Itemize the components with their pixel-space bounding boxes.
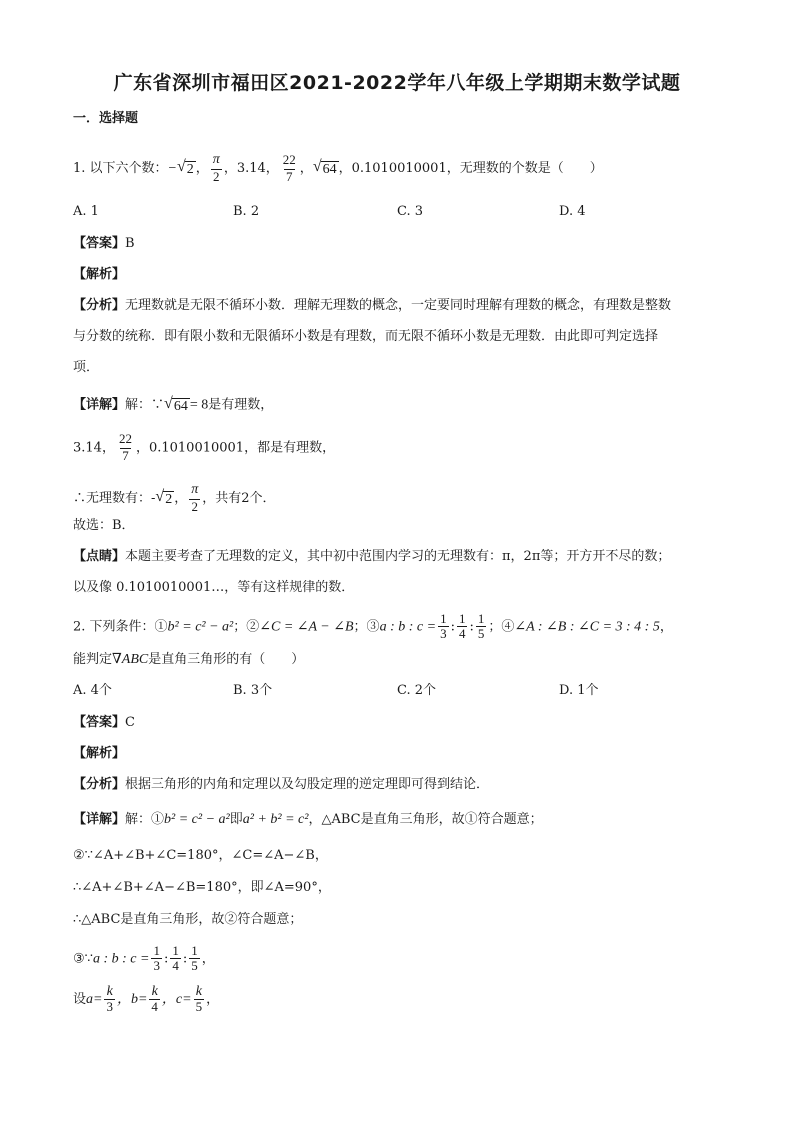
frac-pi-2: $\frac{\pi}{2}$ [212,152,220,185]
frac-k-3: $\frac{k}{3}$ [106,984,113,1015]
sqrt-64: √ 64 [312,158,337,178]
q2-detail-3: ∴∠A+∠B+∠A−∠B=180°，即∠A=90°， [73,880,331,895]
frac-1-5-b: $\frac{1}{5}$ [191,943,198,974]
sqrt-2-detail: √ 2 [155,488,173,508]
q1-option-a: A. 1 [73,204,99,219]
q1-choose: 故选：B． [73,518,135,533]
q1-fenxi-2: 与分数的统称．即有限小数和无限循环小数是有理数，而无限不循环小数是无理数．由此即可判定选择 [73,329,659,344]
q1-option-c: C. 3 [397,204,424,219]
q1-analysis-label: 【解析】 [73,267,126,282]
frac-1-4: $\frac{1}{4}$ [458,611,466,642]
frac-k-5: $\frac{k}{5}$ [195,984,203,1015]
q1-fenxi-3: 项． [73,360,100,375]
q2-detail-4: ∴△ABC是直角三角形，故②符合题意； [73,912,303,927]
q2-option-d: D. 1个 [559,683,599,698]
q1-detail-2: 3.14， $\frac{22}{7}$ ，0.1010010001，都是有理数， [73,431,336,464]
q2-option-a: A. 4个 [73,683,112,698]
q2-fenxi: 【分析】根据三角形的内角和定理以及勾股定理的逆定理即可得到结论． [73,777,490,792]
q2-option-c: C. 2个 [397,683,437,698]
q2-detail-1: 【详解】解：①b² = c² − a²即a² + b² = c²，△ABC是直角三角形，故①符合题意； [73,812,543,827]
q2-detail-6: 设a= $\frac{k}{3}$ ，b= $\frac{k}{4}$ ，c= $\frac{k}{5}$ ， [73,984,220,1015]
section-heading: 一．选择题 [73,111,139,126]
frac-1-3-b: $\frac{1}{3}$ [153,943,160,974]
frac-22-7-detail: $\frac{22}{7}$ [118,431,132,464]
frac-1-4-b: $\frac{1}{4}$ [172,943,179,974]
q2-analysis-label: 【解析】 [73,746,126,761]
frac-1-5: $\frac{1}{5}$ [477,611,485,642]
frac-pi-2-detail: $\frac{\pi}{2}$ [191,482,199,515]
q1-dianjing-1: 【点睛】本题主要考查了无理数的定义，其中初中范围内学习的无理数有：π，2π等；开方开不尽的数； [73,549,671,564]
frac-22-7: $\frac{22}{7}$ [282,151,296,184]
q2-detail-2: ②∵∠A+∠B+∠C=180°，∠C=∠A−∠B， [73,848,328,863]
page-title: 广东省深圳市福田区2021-2022学年八年级上学期期末数学试题 [113,72,681,94]
frac-1-3: $\frac{1}{3}$ [440,611,447,642]
q2-detail-5: ③∵a : b : c = $\frac{1}{3}$ : $\frac{1}{4}$ : $\frac{1}{5}$ ， [73,943,215,974]
q1-stem: 1. 以下六个数：− √ 2 ， $\frac{\pi}{2}$ ，3.14， $\frac{22}{7}$ ， √ 64 ，0.1010010001，无理数的个数是（ ） [73,151,603,185]
q1-answer: 【答案】B [73,236,135,251]
frac-k-4: $\frac{k}{4}$ [151,984,158,1015]
q1-dianjing-2: 以及像 0.1010010001…，等有这样规律的数． [73,580,355,595]
q1-option-d: D. 4 [559,204,586,219]
sqrt-2: √ 2 [177,158,194,178]
sqrt-64-detail: √ 64 [164,395,188,414]
q1-detail-3: ∴无理数有：- √ 2 ， $\frac{\pi}{2}$ ，共有2个． [73,482,276,515]
q1-fenxi-1: 【分析】无理数就是无限不循环小数．理解无理数的概念，一定要同时理解有理数的概念，有理数是整数 [73,298,672,313]
q2-stem-2: 能判定∇ABC是直角三角形的有（ ） [73,652,305,667]
q1-detail-1: 【详解】解：∵ √ 64 = 8是有理数， [73,395,274,414]
q2-answer: 【答案】C [73,715,135,730]
q2-option-b: B. 3个 [233,683,273,698]
q1-option-b: B. 2 [233,204,260,219]
q2-stem-1: 2. 下列条件：①b² = c² − a²；②∠C = ∠A − ∠B；③a : b : c = $\frac{1}{3}$ : $\frac{1}{4}$ : $\frac{1}{5}$ ；④∠A : ∠B : ∠C = 3 : 4 : 5， [73,611,673,642]
